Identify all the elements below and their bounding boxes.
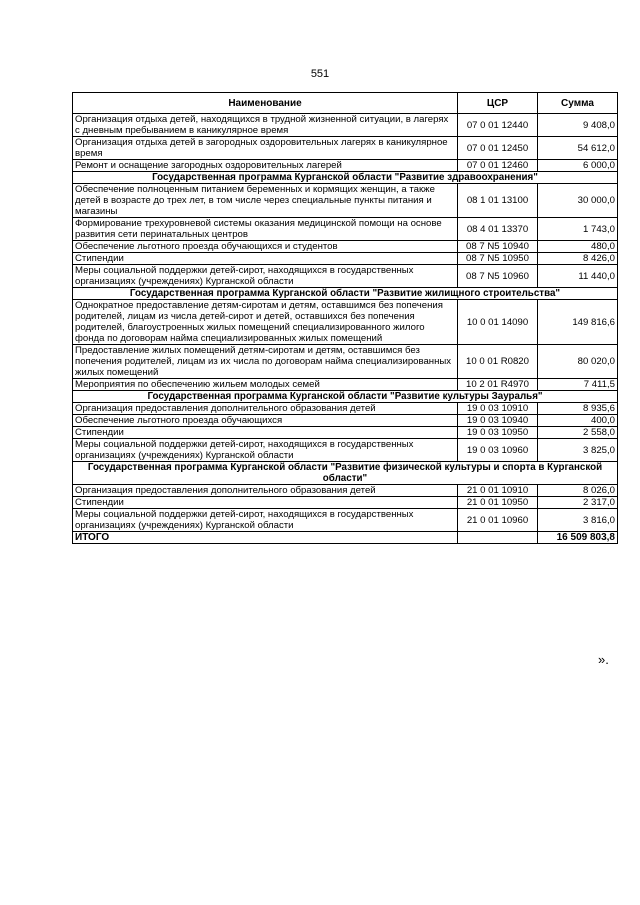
row-csr-code: 08 4 01 13370 xyxy=(458,218,538,241)
row-sum: 2 558,0 xyxy=(538,427,618,439)
row-csr-code: 19 0 03 10910 xyxy=(458,403,538,415)
table-row xyxy=(73,345,618,379)
row-sum: 8 026,0 xyxy=(538,485,618,497)
row-sum: 8 426,0 xyxy=(538,253,618,265)
row-csr-code: 10 2 01 R4970 xyxy=(458,379,538,391)
row-csr-code: 08 7 N5 10940 xyxy=(458,241,538,253)
row-sum: 80 020,0 xyxy=(538,345,618,379)
table-row xyxy=(73,160,618,172)
row-csr-code: 10 0 01 R0820 xyxy=(458,345,538,379)
program-heading-row xyxy=(73,391,618,403)
row-sum: 7 411,5 xyxy=(538,379,618,391)
program-title: Государственная программа Курганской области "Развитие культуры Зауралья" xyxy=(73,391,618,403)
row-sum: 11 440,0 xyxy=(538,265,618,288)
row-name: Формирование трехуровневой системы оказания медицинской помощи на основе развития сети перинатальных центров xyxy=(73,218,458,241)
program-title: Государственная программа Курганской области "Развитие физической культуры и спорта в Курганской области" xyxy=(73,462,618,485)
row-csr-code: 19 0 03 10960 xyxy=(458,439,538,462)
table-row xyxy=(73,114,618,137)
row-sum: 3 816,0 xyxy=(538,509,618,532)
row-name: Меры социальной поддержки детей-сирот, находящихся в государственных организациях (учреждениях) Курганской области xyxy=(73,509,458,532)
table-row xyxy=(73,300,618,345)
header-sum: Сумма xyxy=(538,93,618,114)
table-row xyxy=(73,485,618,497)
row-name: Организация предоставления дополнительного образования детей xyxy=(73,403,458,415)
program-heading-row xyxy=(73,172,618,184)
table-row xyxy=(73,137,618,160)
row-name: Предоставление жилых помещений детям-сиротам и детям, оставшимся без попечения родителей, лицам из их числа по договорам найма специализированных жилых помещений xyxy=(73,345,458,379)
table-row xyxy=(73,218,618,241)
row-csr-code xyxy=(458,532,538,544)
row-csr-code: 07 0 01 12450 xyxy=(458,137,538,160)
row-sum: 149 816,6 xyxy=(538,300,618,345)
row-name: Стипендии xyxy=(73,427,458,439)
table-row xyxy=(73,509,618,532)
table-row xyxy=(73,403,618,415)
row-csr-code: 07 0 01 12460 xyxy=(458,160,538,172)
table-row xyxy=(73,241,618,253)
page-number: 551 xyxy=(310,68,330,80)
row-name: Обеспечение полноценным питанием беременных и кормящих женщин, а также детей в возрасте до трех лет, в том числе через специальные пункты питания и магазины xyxy=(73,184,458,218)
table-body xyxy=(73,114,618,544)
row-sum: 480,0 xyxy=(538,241,618,253)
row-name: Ремонт и оснащение загородных оздоровительных лагерей xyxy=(73,160,458,172)
table-row xyxy=(73,415,618,427)
budget-table xyxy=(72,92,618,544)
row-sum: 30 000,0 xyxy=(538,184,618,218)
header-csr: ЦСР xyxy=(458,93,538,114)
program-title: Государственная программа Курганской области "Развитие жилищного строительства" xyxy=(73,288,618,300)
row-name: Организация отдыха детей, находящихся в трудной жизненной ситуации, в лагерях с дневным пребыванием в каникулярное время xyxy=(73,114,458,137)
row-csr-code: 08 7 N5 10950 xyxy=(458,253,538,265)
header-name: Наименование xyxy=(73,93,458,114)
table-row xyxy=(73,439,618,462)
row-name: Меры социальной поддержки детей-сирот, находящихся в государственных организациях (учреждениях) Курганской области xyxy=(73,265,458,288)
table-row xyxy=(73,184,618,218)
table-row xyxy=(73,253,618,265)
closing-quote-mark: ». xyxy=(598,652,609,667)
row-name: Стипендии xyxy=(73,253,458,265)
row-name: Меры социальной поддержки детей-сирот, находящихся в государственных организациях (учреждениях) Курганской области xyxy=(73,439,458,462)
row-csr-code: 10 0 01 14090 xyxy=(458,300,538,345)
table-row xyxy=(73,497,618,509)
row-name: Обеспечение льготного проезда обучающихся и студентов xyxy=(73,241,458,253)
table-row xyxy=(73,379,618,391)
program-heading-row xyxy=(73,288,618,300)
row-csr-code: 21 0 01 10960 xyxy=(458,509,538,532)
row-sum: 400,0 xyxy=(538,415,618,427)
program-title: Государственная программа Курганской области "Развитие здравоохранения" xyxy=(73,172,618,184)
row-csr-code: 19 0 03 10940 xyxy=(458,415,538,427)
row-sum: 8 935,6 xyxy=(538,403,618,415)
table-header-row xyxy=(73,93,618,114)
row-name: Мероприятия по обеспечению жильем молодых семей xyxy=(73,379,458,391)
row-name: Организация отдыха детей в загородных оздоровительных лагерях в каникулярное время xyxy=(73,137,458,160)
row-csr-code: 19 0 03 10950 xyxy=(458,427,538,439)
row-sum: 2 317,0 xyxy=(538,497,618,509)
row-sum: 1 743,0 xyxy=(538,218,618,241)
table-row xyxy=(73,427,618,439)
row-sum: 6 000,0 xyxy=(538,160,618,172)
row-name: ИТОГО xyxy=(73,532,458,544)
row-csr-code: 08 1 01 13100 xyxy=(458,184,538,218)
row-csr-code: 21 0 01 10910 xyxy=(458,485,538,497)
row-name: Однократное предоставление детям-сиротам и детям, оставшимся без попечения родителей, лицам из числа детей-сирот и детей, оставшихся без попечения родителей, благоустроенных жилых помещений специализированного жилого фонда по договорам найма специализированных жилых помещений xyxy=(73,300,458,345)
row-sum: 3 825,0 xyxy=(538,439,618,462)
row-sum: 9 408,0 xyxy=(538,114,618,137)
row-sum: 16 509 803,8 xyxy=(538,532,618,544)
row-csr-code: 21 0 01 10950 xyxy=(458,497,538,509)
row-name: Стипендии xyxy=(73,497,458,509)
program-heading-row xyxy=(73,462,618,485)
row-name: Обеспечение льготного проезда обучающихся xyxy=(73,415,458,427)
row-sum: 54 612,0 xyxy=(538,137,618,160)
row-csr-code: 07 0 01 12440 xyxy=(458,114,538,137)
total-row xyxy=(73,532,618,544)
table-row xyxy=(73,265,618,288)
row-csr-code: 08 7 N5 10960 xyxy=(458,265,538,288)
row-name: Организация предоставления дополнительного образования детей xyxy=(73,485,458,497)
